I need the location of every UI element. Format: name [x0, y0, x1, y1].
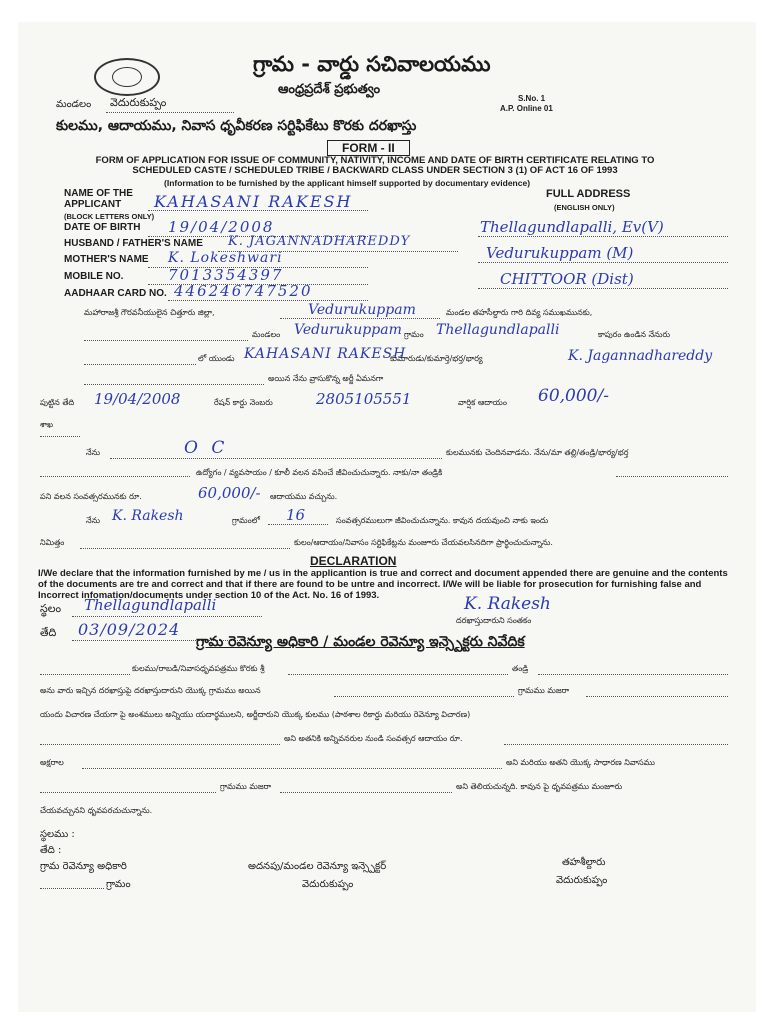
body-line-10c: సంవత్సరములుగా జీవించుచున్నాను. కావున దయవుంచి నాకు ఇందు	[336, 516, 549, 525]
mandal-value: వెదురుకుప్పం	[110, 96, 167, 109]
form-note: (Information to be furnished by the applicant himself supported by documentary evidence)	[164, 178, 531, 188]
body-line-2c: కాపురం ఉండిన నేనురు	[598, 330, 671, 339]
tahsildar-signature-title: తహశీల్దారు	[562, 857, 606, 868]
government-emblem-icon	[94, 58, 160, 96]
ri-signature-title: అదనపు/మండల రెవెన్యూ ఇన్స్పెక్టర్	[248, 861, 387, 872]
signature-caption: దరఖాస్తుదారుని సంతకం	[456, 616, 532, 625]
body-line-3b: కుమారుడు/కుమార్తె/భర్త/భార్య	[390, 354, 483, 363]
body-line-5-income: 60,000/-	[538, 386, 609, 406]
vro-signature-title: గ్రామ రెవెన్యూ అధికారి	[40, 861, 127, 872]
body-line-10b: గ్రామంలో	[232, 516, 260, 525]
report-line-2a: అను వారు ఇచ్చిన దరఖాస్తుపై దరఖాస్తుదారుని యొక్క గ్రామము అయిన	[40, 686, 261, 695]
body-line-5c: వార్షిక ఆదాయం	[458, 398, 507, 407]
mandal-label: మండలం	[56, 99, 92, 110]
address-line-1: Thellagundlapalli, Ev(V)	[480, 218, 664, 236]
place-value: Thellagundlapalli	[84, 596, 217, 614]
report-line-6b: అని తెలియచున్నది. కావున పై ధృవపత్రము మంజూరు	[456, 782, 623, 791]
address-line-2: Vedurukuppam (M)	[486, 244, 634, 262]
aadhaar-value: 446246747520	[174, 282, 313, 300]
body-line-8: ఉద్యోగం / వ్యవసాయం / కూలీ వలన వసించే జీవించుచున్నారు. నాకు/నా తండ్రికి	[196, 468, 443, 477]
body-line-3a: లో యుండు	[198, 354, 235, 363]
body-line-5b: రేషన్ కార్డు నెంబరు	[214, 398, 273, 407]
report-line-1b: తండ్రి	[512, 664, 529, 673]
body-line-1a: మహారాజశ్రీ గౌరవనీయులైన చిత్తూరు జిల్లా,	[84, 308, 215, 317]
body-line-7b: కులమునకు చెందినవాడను. నేను/మా తల్లి/తండ్రి/భార్య/భర్త	[446, 448, 629, 457]
dob-label: DATE OF BIRTH	[64, 222, 141, 233]
block-letters-note: (BLOCK LETTERS ONLY)	[64, 212, 155, 221]
body-line-9b: ఆదాయము వచ్చును.	[270, 492, 338, 501]
father-name-label: HUSBAND / FATHER'S NAME	[64, 238, 203, 249]
body-line-3-relative: K. Jagannadhareddy	[568, 348, 713, 364]
body-line-5-dob: 19/04/2008	[94, 390, 181, 408]
applicant-name-value: KAHASANI RAKESH	[154, 192, 353, 211]
date-value: 03/09/2024	[78, 620, 181, 639]
body-line-10a: నేను	[86, 516, 100, 525]
body-line-10-name: K. Rakesh	[112, 508, 184, 524]
official-report-heading: గ్రామ రెవెన్యూ అధికారి / మండల రెవెన్యూ ఇన్స్పెక్టరు నివేదిక	[196, 634, 525, 650]
date-label: తేది	[40, 626, 57, 639]
ref-ap-online: A.P. Online 01	[500, 104, 553, 113]
official-date-label: తేది :	[40, 845, 62, 856]
father-name-value: K. JAGANNADHAREDDY	[228, 234, 411, 249]
body-line-3-name: KAHASANI RAKESH	[244, 346, 407, 362]
report-line-5a: అక్షరాల	[40, 758, 64, 767]
report-line-3: యందు విచారణ చేయగా పై అంశములు అన్నియు యదార్థములని, అర్జీదారుని యొక్క కులము (పాఠశాల రికార్డు మరియు రెవెన్యూ విచారణ)	[40, 710, 471, 719]
body-line-11b: కులం/ఆదాయం/నివాసం సర్టిఫికేట్లను మంజూరు చేయవలసినదిగా ప్రార్థించుచున్నాను.	[294, 538, 553, 547]
body-line-7a: నేను	[86, 448, 100, 457]
ref-sno: S.No. 1	[518, 94, 546, 103]
ri-signature-sub: వెదురుకుప్పం	[302, 879, 354, 890]
mobile-value: 7013354397	[168, 266, 284, 284]
report-line-2b: గ్రామము మజరా	[518, 686, 570, 695]
official-place-label: స్థలము :	[40, 829, 75, 840]
report-line-4: అని అతనికి అన్నివనరుల నుండి సంవత్సర ఆదాయం రూ.	[284, 734, 463, 743]
body-line-5-ration: 2805105551	[316, 390, 412, 408]
full-address-label: FULL ADDRESS	[546, 188, 631, 200]
applicant-signature: K. Rakesh	[464, 594, 551, 614]
body-line-2-village: Thellagundlapalli	[436, 322, 560, 338]
vro-signature-sub: గ్రామం	[106, 879, 131, 890]
place-label: స్థలం	[40, 602, 62, 615]
report-line-7: చేయవచ్చునని ధృవపరచుచున్నాను.	[40, 806, 153, 815]
mother-name-value: K. Lokeshwari	[168, 250, 283, 266]
body-line-2b: గ్రామం	[404, 330, 424, 339]
application-form-sheet	[18, 22, 756, 1012]
tahsildar-signature-sub: వెదురుకుప్పం	[556, 875, 608, 886]
form-banner: కులము, ఆదాయము, నివాస ధృవీకరణ సర్టిఫికేటు కొరకు దరఖాస్తు	[56, 118, 417, 134]
office-title: గ్రామ - వార్డు సచివాలయము	[253, 52, 491, 76]
dob-value: 19/04/2008	[168, 218, 275, 236]
aadhaar-label: AADHAAR CARD NO.	[64, 288, 167, 299]
body-line-1-mandal: Vedurukuppam	[308, 302, 416, 318]
form-number: FORM - II	[327, 140, 410, 156]
mobile-label: MOBILE NO.	[64, 271, 124, 282]
body-line-2-mandal: Vedurukuppam	[294, 322, 402, 338]
body-line-10-years: 16	[286, 506, 306, 524]
state-subtitle: ఆంధ్రప్రదేశ్ ప్రభుత్వం	[278, 82, 381, 97]
address-line-3: CHITTOOR (Dist)	[500, 270, 634, 288]
report-line-5b: అని మరియు అతని యొక్క సాధారణ నివాసము	[506, 758, 655, 767]
report-line-1a: కులము/రాబడి/నివాసధృవపత్రము కొరకు శ్రీ	[132, 664, 265, 673]
body-line-11a: నిమిత్తం	[40, 538, 65, 547]
mother-name-label: MOTHER'S NAME	[64, 254, 149, 265]
body-line-9-income: 60,000/-	[198, 484, 261, 502]
body-line-2a: మండలం	[252, 330, 281, 339]
form-title: FORM OF APPLICATION FOR ISSUE OF COMMUNITY, NATIVITY, INCOME AND DATE OF BIRTH CERTIFICATE RELATING TO SCHEDULED CASTE / SCHEDULED TRIBE / BACKWARD CLASS UNDER SECTION 3 (1) OF ACT 16 OF 1993	[95, 155, 655, 176]
report-line-6a: గ్రామము మజరా	[220, 782, 272, 791]
declaration-text: I/We declare that the information furnished by me / us in the applicantion is true and correct and document appended there are genuine and the contents of the documents are tre and correct and that if there are found to be untre and incorrect. I/We will be liable for prosecution for furnishing false and Incorrect infomation/documents under section 10 of the Act. No. 16 of 1993.	[38, 568, 728, 601]
body-line-5a: పుట్టిన తేది	[40, 398, 75, 407]
body-line-9a: పని వలన సంవత్సరమునకు రూ.	[40, 492, 142, 501]
applicant-name-label: NAME OF THE APPLICANT	[64, 188, 133, 210]
body-line-4: అయిన నేను వ్రాసుకొన్న అర్జీ ఏమనగా	[268, 374, 384, 383]
body-line-6: శాఖ	[40, 420, 54, 429]
declaration-heading: DECLARATION	[310, 554, 397, 568]
body-line-7-caste: O C	[184, 438, 229, 458]
body-line-1b: మండల తహసీల్దారు గారి దివ్య సముఖమునకు,	[446, 308, 593, 317]
address-english-note: (ENGLISH ONLY)	[554, 203, 615, 212]
